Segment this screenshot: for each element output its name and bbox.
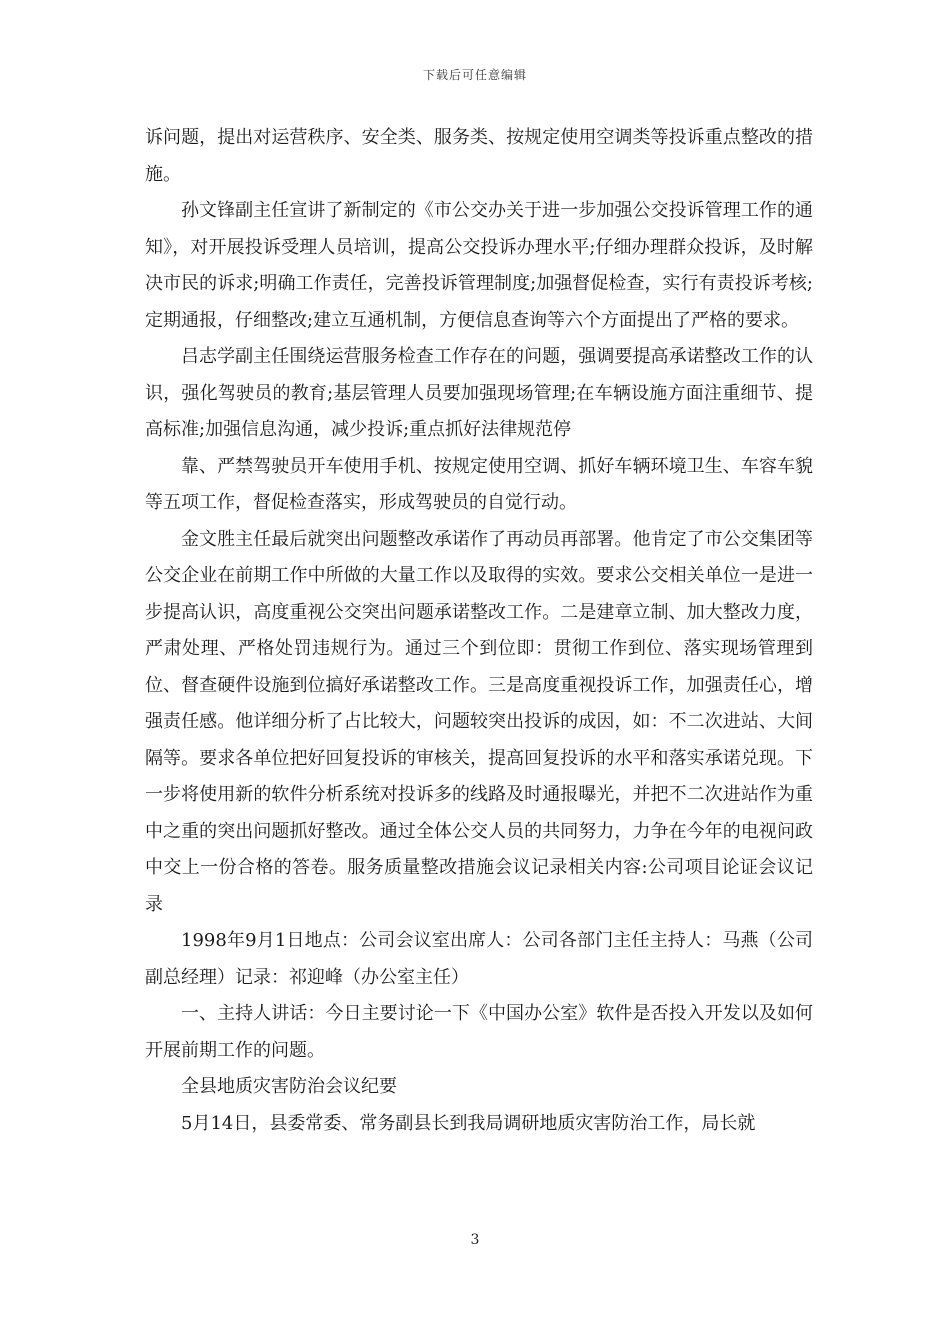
- paragraph: 孙文锋副主任宣讲了新制定的《市公交办关于进一步加强公交投诉管理工作的通知》，对开展投诉受理人员培训，提高公交投诉办理水平;仔细办理群众投诉，及时解决市民的诉求;明确工作责任，完善投诉管理制度;加强督促检查，实行有责投诉考核;定期通报，仔细整改;建立互通机制，方便信息查询等六个方面提出了严格的要求。: [145, 200, 813, 331]
- paragraph: 全县地质灾害防治会议纪要: [181, 1076, 397, 1097]
- page-number: 3: [470, 1232, 480, 1248]
- page-header: 下载后可任意编辑: [422, 68, 527, 82]
- paragraph: 1998年9月1日地点：公司会议室出席人：公司各部门主任主持人：马燕（公司副总经理）记录：祁迎峰（办公室主任）: [145, 930, 813, 988]
- paragraph: 5月14日，县委常委、常务副县长到我局调研地质灾害防治工作，局长就: [181, 1112, 756, 1134]
- paragraph: 金文胜主任最后就突出问题整改承诺作了再动员再部署。他肯定了市公交集团等公交企业在前期工作中所做的大量工作以及取得的实效。要求公交相关单位一是进一步提高认识，高度重视公交突出问题承诺整改工作。二是建章立制、加大整改力度，严肃处理、严格处罚违规行为。通过三个到位即：贯彻工作到位、落实现场管理到位、督查硬件设施到位搞好承诺整改工作。三是高度重视投诉工作，加强责任心，增强责任感。他详细分析了占比较大，问题较突出投诉的成因，如：不二次进站、大间隔等。要求各单位把好回复投诉的审核关，提高回复投诉的水平和落实承诺兑现。下一步将使用新的软件分析系统对投诉多的线路及时通报曝光，并把不二次进站作为重中之重的突出问题抓好整改。通过全体公交人员的共同努力，力争在今年的电视问政中交上一份合格的答卷。服务质量整改措施会议记录相关内容:公司项目论证会议记录: [145, 528, 813, 915]
- document-body: [145, 120, 813, 1142]
- paragraph: 一、主持人讲话：今日主要讨论一下《中国办公室》软件是否投入开发以及如何开展前期工作的问题。: [145, 1003, 813, 1061]
- paragraph: 靠、严禁驾驶员开车使用手机、按规定使用空调、抓好车辆环境卫生、车容车貌等五项工作，督促检查落实，形成驾驶员的自觉行动。: [145, 455, 813, 513]
- paragraph: 诉问题，提出对运营秩序、安全类、服务类、按规定使用空调类等投诉重点整改的措施。: [145, 127, 813, 185]
- paragraph: 吕志学副主任围绕运营服务检查工作存在的问题，强调要提高承诺整改工作的认识，强化驾驶员的教育;基层管理人员要加强现场管理;在车辆设施方面注重细节、提高标准;加强信息沟通，减少投诉;重点抓好法律规范停: [145, 346, 813, 440]
